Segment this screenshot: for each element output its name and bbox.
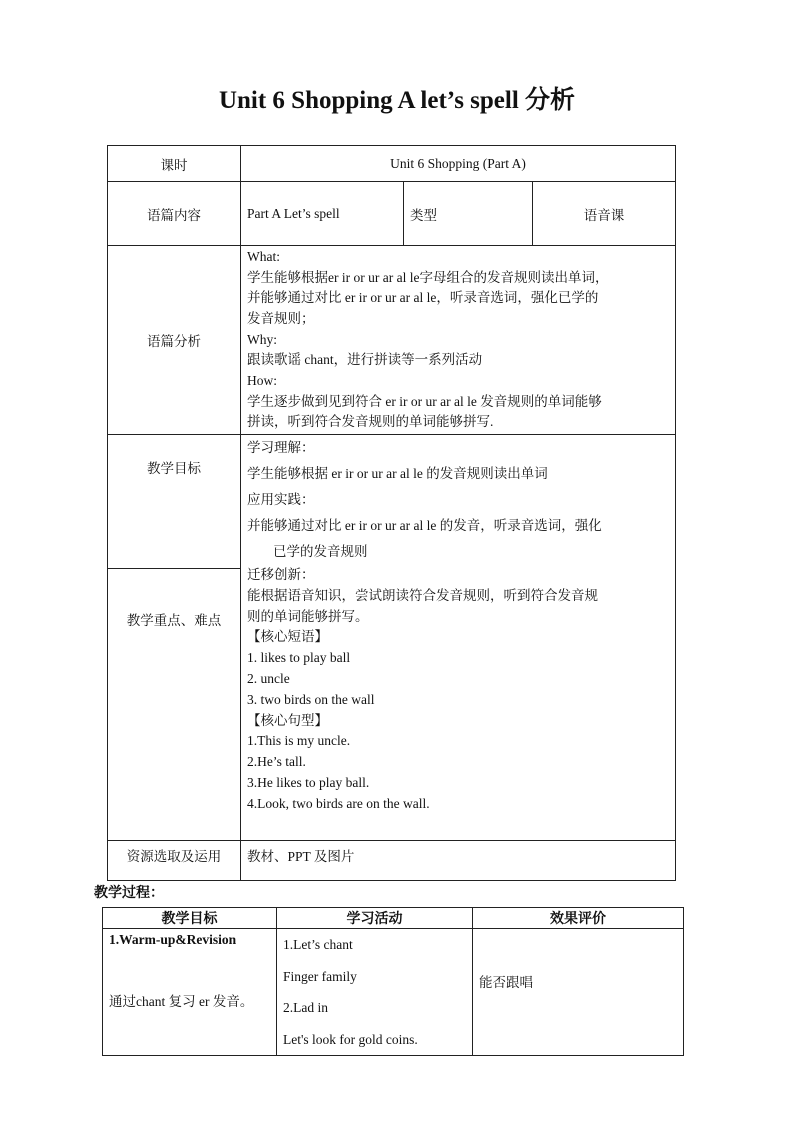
evaluation-cell <box>473 929 684 1056</box>
goal-note: 通过chant 复习 er 发音。 <box>109 994 254 1009</box>
activity-line: 1.Let’s chant <box>283 937 353 952</box>
activity-line: 2.Lad in <box>283 1000 328 1015</box>
keypoint-line: 3. two birds on the wall <box>247 691 375 707</box>
goals-keypoints-content <box>241 435 676 841</box>
goals-row <box>108 435 676 569</box>
goal-line: 应用实践： <box>247 492 315 507</box>
analysis-line: 学生逐步做到见到符合 er ir or ur ar al le 发音规则的单词能够 <box>247 393 602 409</box>
process-row <box>103 929 684 1056</box>
process-heading: 教学过程： <box>94 886 164 901</box>
analysis-line: 跟读歌谣 chant，进行拼读等一系列活动 <box>247 352 483 368</box>
goal-cell <box>103 929 277 1056</box>
header-goal: 教学目标 <box>103 908 277 929</box>
resources-label: 资源选取及运用 <box>108 841 241 881</box>
goal-line: 已学的发音规则 <box>273 544 368 559</box>
teaching-process-table <box>102 907 684 1056</box>
keypoints-label: 教学重点、难点 <box>108 569 241 841</box>
analysis-label: 语篇分析 <box>108 246 241 435</box>
header-evaluation: 效果评价 <box>473 908 684 929</box>
keypoint-line: 【核心短语】 <box>247 629 328 645</box>
resources-value: 教材、PPT 及图片 <box>241 841 676 881</box>
analysis-line: How: <box>247 373 277 389</box>
keypoint-line: 2. uncle <box>247 670 290 686</box>
type-label: 类型 <box>404 182 533 246</box>
keypoint-line: 4.Look, two birds are on the wall. <box>247 795 430 811</box>
period-value: Unit 6 Shopping (Part A) <box>241 146 676 182</box>
goal-line: 学习理解： <box>247 440 315 455</box>
analysis-content <box>241 246 676 435</box>
keypoint-line: 1. likes to play ball <box>247 650 351 666</box>
analysis-line: 发音规则； <box>247 310 315 326</box>
keypoint-line: 2.He’s tall. <box>247 754 306 770</box>
keypoint-line: 【核心句型】 <box>247 712 328 728</box>
activity-cell <box>277 929 473 1056</box>
content-value: Part A Let’s spell <box>241 182 404 246</box>
resources-row <box>108 841 676 881</box>
goal-title: 1.Warm-up&Revision <box>109 932 237 947</box>
goal-line: 学生能够根据 er ir or ur ar al le 的发音规则读出单词 <box>247 466 548 481</box>
keypoint-line: 则的单词能够拼写。 <box>247 608 369 624</box>
keypoint-line: 能根据语音知识，尝试朗读符合发音规则，听到符合发音规 <box>247 587 598 603</box>
goal-line: 并能够通过对比 er ir or ur ar al le 的发音，听录音选词，强化 <box>247 518 602 533</box>
keypoint-line: 3.He likes to play ball. <box>247 774 370 790</box>
keypoint-line: 迁移创新： <box>247 567 315 582</box>
lesson-overview-table <box>107 145 676 881</box>
analysis-line: 拼读，听到符合发音规则的单词能够拼写. <box>247 414 494 430</box>
analysis-row <box>108 246 676 435</box>
header-activity: 学习活动 <box>277 908 473 929</box>
period-label: 课时 <box>108 146 241 182</box>
process-header-row <box>103 908 684 929</box>
analysis-line: 学生能够根据er ir or ur ar al le字母组合的发音规则读出单词， <box>247 269 609 285</box>
analysis-line: What: <box>247 248 280 264</box>
activity-line: Finger family <box>283 968 357 984</box>
keypoint-line: 1.This is my uncle. <box>247 733 351 749</box>
goals-label: 教学目标 <box>108 435 241 569</box>
content-label: 语篇内容 <box>108 182 241 246</box>
page-title: Unit 6 Shopping A let’s spell 分析 <box>218 87 576 114</box>
analysis-line: 并能够通过对比 er ir or ur ar al le，听录音选词，强化已学的 <box>247 290 599 306</box>
analysis-line: Why: <box>247 331 277 347</box>
type-value: 语音课 <box>533 182 676 246</box>
content-row <box>108 182 676 246</box>
evaluation-text: 能否跟唱 <box>479 975 533 990</box>
activity-line: Let's look for gold coins. <box>283 1031 418 1047</box>
period-row <box>108 146 676 182</box>
